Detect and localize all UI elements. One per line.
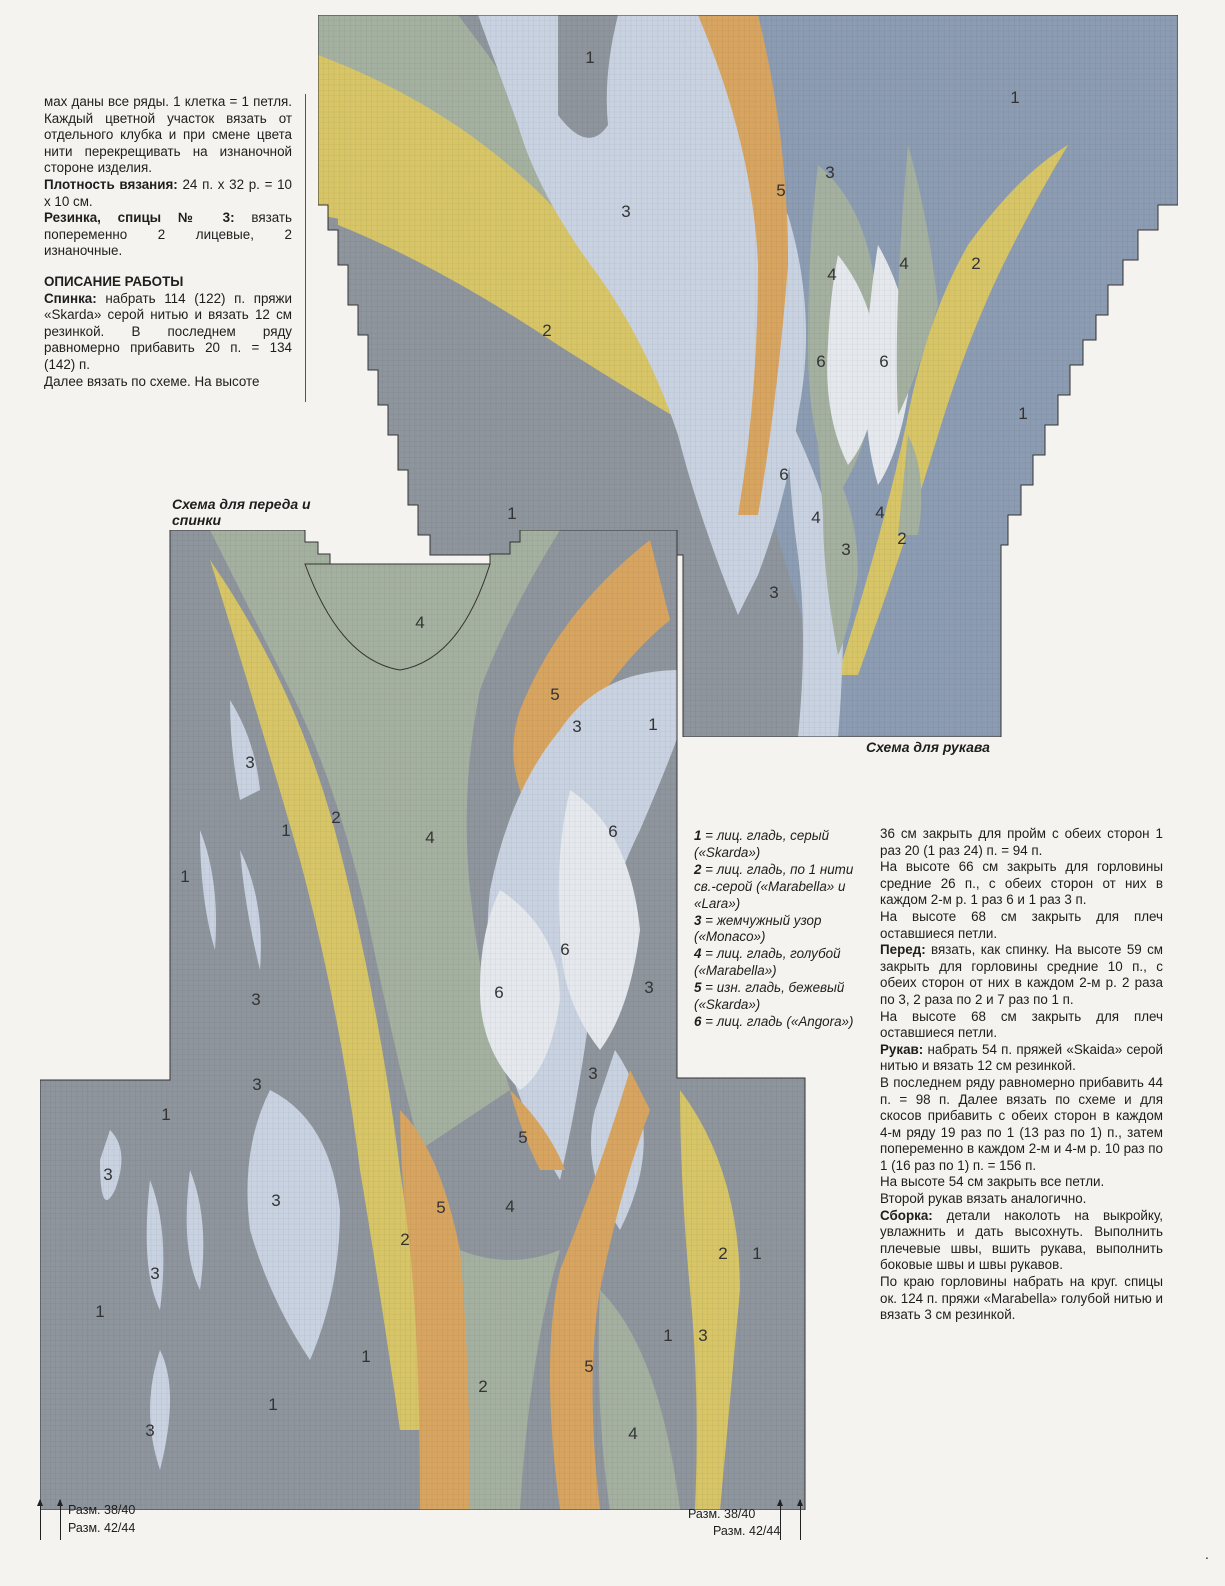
legend-text: = изн. гладь, бежевый («Skarda») (694, 980, 845, 1013)
front-text: вязать, как спинку. На высоте 59 см закрыть для горловины средние 10 п., с обеих сторон от них в каждом 2-м р. 2 раза по 3, 2 раза по 2 и 7 раз по 1 п. (880, 942, 1163, 1007)
size-label-right-a: Разм. 38/40 (688, 1507, 756, 1521)
front-label: 3 (271, 1191, 281, 1210)
front-label: 1 (361, 1347, 371, 1366)
legend-text: = лиц. гладь, голубой («Marabella») (694, 946, 841, 979)
front-label: 3 (103, 1165, 113, 1184)
legend-number: 4 (694, 946, 702, 962)
instructions-paragraph: На высоте 68 см закрыть для плеч оставшиеся петли. (880, 908, 1163, 941)
assembly-text: детали наколоть на выкройку, увлажнить и дать высохнуть. Выполнить плечевые швы, вшить рукава, выполнить боковые швы и швы рукавов. (880, 1207, 1163, 1273)
legend-number: 5 (694, 980, 702, 996)
front-label: 2 (718, 1244, 728, 1263)
front-label: 2 (478, 1377, 488, 1396)
front-label: 1 (281, 821, 291, 840)
instructions-paragraph: Второй рукав вязать аналогично. (880, 1191, 1087, 1207)
rib-paragraph (44, 210, 292, 260)
back-text: набрать 114 (122) п. пряжи «Skarda» серой нитью и вязать 12 см резинкой. В последнем ряду равномерно прибавить 20 п. = 134 (142) п. (44, 290, 292, 372)
sleeve-text: набрать 54 п. пряжей «Skaida» серой нитью и вязать 12 см резинкой. (880, 1041, 1163, 1074)
sleeve-label: 1 (507, 504, 517, 523)
density-label: Плотность вязания: (44, 176, 178, 192)
color-legend (694, 828, 869, 1031)
sleeve-label: 1 (585, 48, 595, 67)
sleeve-label: 3 (621, 202, 631, 221)
size-arrow-left-b (60, 1500, 61, 1540)
front-label: 4 (425, 828, 435, 847)
page-mark: . (1205, 1546, 1209, 1562)
front-label: 1 (95, 1302, 105, 1321)
front-back-caption-text: Схема для переда и спинки (172, 496, 311, 528)
front-label: 1 (161, 1105, 171, 1124)
legend-item (694, 1014, 869, 1031)
front-back-caption (172, 496, 322, 528)
assembly-paragraph (880, 1208, 1163, 1274)
front-label: 1 (180, 867, 190, 886)
sleeve-label-text: Рукав: (880, 1041, 924, 1057)
front-label: 6 (608, 822, 618, 841)
sleeve-label: 4 (827, 265, 837, 284)
front-label: 6 (494, 983, 504, 1002)
instructions-paragraph: На высоте 66 см закрыть для горловины средние 26 п., с обеих сторон от них в каждом 2-м р. 1 раз 6 и 1 раз 3 п. (880, 859, 1163, 908)
sleeve-label: 3 (825, 163, 835, 182)
front-label: 4 (628, 1424, 638, 1443)
size-label-left-a: Разм. 38/40 (68, 1503, 136, 1517)
legend-number: 3 (694, 912, 702, 928)
legend-text: = лиц. гладь, по 1 нити св.-серой («Marabella» и «Lara») (694, 861, 854, 911)
instructions-text (880, 826, 1163, 1324)
front-label: 1 (648, 715, 658, 734)
front-label: 5 (518, 1128, 528, 1147)
legend-text: = лиц. гладь («Angora») (701, 1013, 854, 1029)
front-label: 4 (505, 1197, 515, 1216)
front-label: 3 (644, 978, 654, 997)
legend-number: 6 (694, 1013, 702, 1029)
instructions-paragraph: На высоте 68 см закрыть для плеч оставшиеся петли. (880, 1008, 1163, 1041)
density-text: 24 п. х 32 р. = 10 х 10 см. (44, 176, 292, 209)
back-paragraph-2: Далее вязать по схеме. На высоте (44, 373, 260, 389)
front-label: 4 (415, 613, 425, 632)
sleeve-label: 6 (879, 352, 889, 371)
instructions-paragraph: 36 см закрыть для пройм с обеих сторон 1 раз 20 (1 раз 24) п. = 94 п. (880, 826, 1163, 858)
sleeve-label: 1 (1018, 404, 1028, 423)
front-label: 2 (400, 1230, 410, 1249)
front-label: 5 (584, 1357, 594, 1376)
legend-number: 1 (694, 828, 702, 843)
front-label: 3 (150, 1264, 160, 1283)
sleeve-paragraph (880, 1042, 1163, 1075)
front-label: 1 (663, 1326, 673, 1345)
sleeve-label: 6 (779, 465, 789, 484)
sleeve-label: 5 (776, 181, 786, 200)
front-paragraph (880, 942, 1163, 1008)
front-label: 3 (245, 753, 255, 772)
instructions-paragraph: На высоте 54 см закрыть все петли. (880, 1174, 1105, 1190)
legend-text: = жемчужный узор («Monaco») (694, 912, 822, 945)
front-label: 5 (550, 685, 560, 704)
sleeve-label: 4 (875, 503, 885, 522)
rib-label: Резинка, спицы № 3: (44, 210, 235, 226)
size-arrow-left-a (40, 1500, 41, 1540)
sleeve-label: 4 (811, 508, 821, 527)
sleeve-label: 2 (542, 321, 552, 340)
front-label: 5 (436, 1198, 446, 1217)
front-label: 1 (268, 1395, 278, 1414)
density-paragraph (44, 177, 292, 210)
sleeve-label: 3 (841, 540, 851, 559)
back-paragraph (44, 291, 292, 374)
intro-text (44, 94, 292, 390)
legend-item (694, 980, 869, 1014)
front-label: 3 (252, 1075, 262, 1094)
sleeve-label: 1 (1010, 88, 1020, 107)
legend-item (694, 946, 869, 980)
sleeve-caption: Схема для рукава (866, 739, 990, 755)
front-label: 3 (145, 1421, 155, 1440)
front-label: 6 (560, 940, 570, 959)
front-label: 3 (572, 717, 582, 736)
intro-paragraph: мах даны все ряды. 1 клетка = 1 петля. Каждый цветной участок вязать от отдельного клубка и при смене цвета нити перекрещивать на изнаночной стороне изделия. (44, 94, 292, 176)
instructions-paragraph: По краю горловины набрать на круг. спицы ок. 124 п. пряжи «Marabella» голубой нитью и вязать 3 см резинкой. (880, 1274, 1163, 1323)
legend-item (694, 828, 869, 862)
size-arrow-right-b (800, 1500, 801, 1540)
column-rule (305, 94, 306, 402)
legend-number: 2 (694, 861, 702, 877)
sleeve-label: 2 (897, 529, 907, 548)
legend-item (694, 913, 869, 947)
legend-item (694, 862, 869, 913)
size-label-left-b: Разм. 42/44 (68, 1521, 136, 1535)
instructions-paragraph: В последнем ряду равномерно прибавить 44 п. = 98 п. Далее вязать по схеме и для скосов прибавить с обеих сторон в каждом 4-м ряду 19 раз по 1 (13 раз по 1) п., затем попеременно в каждом 2-м и 4-м р. 10 раз по 1 (16 раз по 1) п. = 156 п. (880, 1074, 1163, 1173)
section-heading: ОПИСАНИЕ РАБОТЫ (44, 273, 184, 289)
front-label-text: Перед: (880, 942, 926, 958)
sleeve-label: 4 (899, 254, 909, 273)
front-label: 3 (698, 1326, 708, 1345)
front-label: 2 (331, 808, 341, 827)
front-label: 3 (251, 990, 261, 1009)
sleeve-label: 2 (971, 254, 981, 273)
size-label-right-b: Разм. 42/44 (713, 1524, 781, 1538)
back-label: Спинка: (44, 290, 97, 306)
sleeve-label: 3 (769, 583, 779, 602)
legend-text: = лиц. гладь, серый («Skarda») (694, 828, 830, 860)
assembly-label: Сборка: (880, 1207, 933, 1223)
front-label: 3 (588, 1064, 598, 1083)
front-label: 1 (752, 1244, 762, 1263)
sleeve-label: 6 (816, 352, 826, 371)
rib-text: вязать попеременно 2 лицевые, 2 изнаночные. (44, 210, 292, 259)
